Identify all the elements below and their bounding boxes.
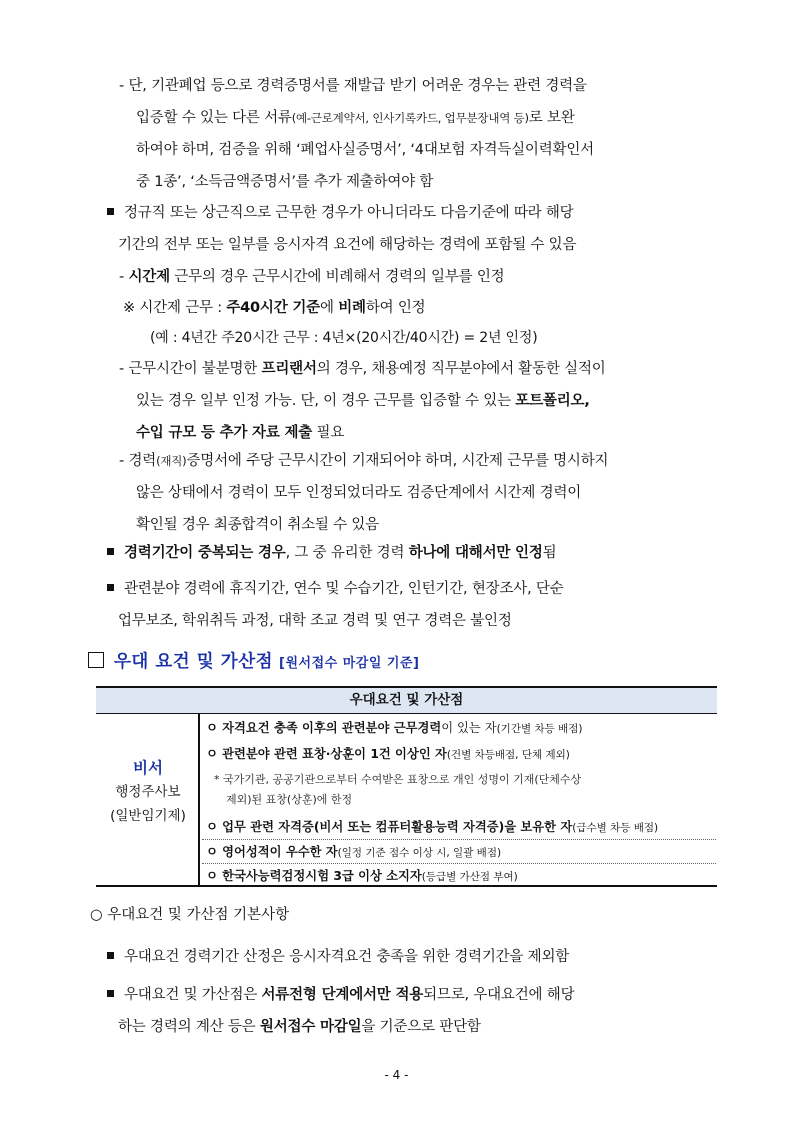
text-line: 중 1종’, ‘소득금액증명서’를 추가 제출하여야 함 <box>136 174 434 190</box>
square-bullet-icon <box>107 952 114 959</box>
text-span: ※ 시간제 근무 : <box>123 300 227 316</box>
bold-text: 시간제 <box>128 269 170 285</box>
closure-evidence-paragraph <box>119 70 594 198</box>
table-bottom-rule <box>96 885 717 887</box>
basics-bullet-1 <box>107 941 569 973</box>
bold-text: 원서접수 마감일 <box>259 1019 362 1035</box>
square-bullet-icon <box>107 584 114 591</box>
text-line <box>119 353 606 385</box>
position-title: 비서 <box>133 759 163 777</box>
bold-text: 포트폴리오, <box>515 393 590 409</box>
row-bold: ㅇ 업무 관련 자격증(비서 또는 컴퓨터활용능력 자격증)을 보유한 자 <box>206 820 573 834</box>
text-span: 필요 <box>312 425 345 441</box>
footnote-line: 제외)된 표창(상훈)에 한정 <box>226 793 353 806</box>
text-line <box>107 941 569 973</box>
text-span: 입증할 수 있는 다른 서류 <box>136 110 292 126</box>
excluded-career-bullet <box>107 573 564 637</box>
table-row <box>202 815 716 840</box>
basics-heading: ○ 우대요건 및 가산점 기본사항 <box>90 907 290 923</box>
text-line <box>123 292 425 324</box>
table-row <box>202 742 716 766</box>
bold-text: 수입 규모 등 추가 자료 제출 <box>136 425 313 441</box>
position-type: (일반임기제) <box>110 808 186 824</box>
row-bold: ㅇ 영어성적이 우수한 자 <box>206 845 338 859</box>
text-line <box>107 537 556 569</box>
text-span: 되므로, 우대요건에 해당 <box>423 987 575 1003</box>
checkbox-square-icon <box>88 652 104 668</box>
text-line <box>119 385 606 417</box>
row-note: (등급별 가산점 부여) <box>421 871 518 883</box>
row-bold: ㅇ 한국사능력검정시험 3급 이상 소지자 <box>206 869 422 883</box>
text-span: 근무의 경우 근무시간에 비례해서 경력의 일부를 인정 <box>169 269 505 285</box>
section-subtitle: [원서접수 마감일 기준] <box>279 656 420 671</box>
position-cell <box>96 714 200 887</box>
footnote-line: * 국가기관, 공공기관으로부터 수여받은 표창으로 개인 성명이 기재(단체수상 <box>214 773 582 786</box>
row-note: (급수별 차등 배점) <box>572 822 659 834</box>
text-span: - 경력 <box>119 453 157 469</box>
text-span: 을 기준으로 판단함 <box>361 1019 481 1035</box>
text-span: 하여 인정 <box>365 300 426 316</box>
text-line: 기간의 전부 또는 일부를 응시자격 요건에 해당하는 경력에 포함될 수 있음 <box>118 237 577 253</box>
text-line: 않은 상태에서 경력이 모두 인정되었더라도 검증단계에서 시간제 경력이 <box>136 485 582 501</box>
text-line: 확인될 경우 최종합격이 취소될 수 있음 <box>136 517 379 533</box>
text-span: 관련분야 경력에 휴직기간, 연수 및 수습기간, 인턴기간, 현장조사, 단순 <box>124 581 564 597</box>
text-span: 에 <box>319 300 339 316</box>
table-row <box>202 864 716 886</box>
bold-text: 경력기간이 중복되는 경우 <box>124 545 286 561</box>
part-time-paragraph <box>119 261 505 293</box>
table-header: 우대요건 및 가산점 <box>96 686 717 714</box>
table-footnote <box>202 770 716 810</box>
row-note: (기간별 차등 배점) <box>496 723 583 735</box>
text-line <box>107 573 564 605</box>
text-span: 의 경우, 채용예정 직무분야에서 활동한 실적이 <box>316 361 606 377</box>
bold-text: 서류전형 단계에서만 적용 <box>261 987 424 1003</box>
text-line: (예 : 4년간 주20시간 근무 : 4년×(20시간/40시간) = 2년 인정) <box>150 330 538 346</box>
table-row <box>202 716 716 740</box>
square-bullet-icon <box>107 548 114 555</box>
text-line: - 단, 기관폐업 등으로 경력증명서를 재발급 받기 어려운 경우는 관련 경력을 <box>119 78 587 94</box>
part-time-bullet <box>107 197 576 261</box>
text-span: - 근무시간이 불분명한 <box>119 361 262 377</box>
position-rank: 행정주사보 <box>115 784 181 800</box>
overlap-bullet <box>107 537 556 569</box>
section-title-text: 우대 요건 및 가산점 <box>114 652 274 672</box>
bold-text: 비례 <box>338 300 366 316</box>
bold-text: 프리랜서 <box>261 361 317 377</box>
text-span: 우대요건 및 가산점은 <box>124 987 262 1003</box>
row-bold: ㅇ 자격요건 충족 이후의 관련분야 근무경력 <box>206 721 442 735</box>
text-line: 하여야 하며, 검증을 위해 ‘폐업사실증명서’, ‘4대보험 자격득실이력확인서 <box>136 142 594 158</box>
table-row <box>202 840 716 864</box>
text-span: 하는 경력의 계산 등은 <box>118 1019 260 1035</box>
square-bullet-icon <box>107 990 114 997</box>
text-span: 됨 <box>542 545 557 561</box>
row-note: (일정 기준 점수 이상 시, 일괄 배점) <box>337 847 502 859</box>
text-line: 업무보조, 학위취득 과정, 대학 조교 경력 및 연구 경력은 불인정 <box>118 613 512 629</box>
basics-bullet-2 <box>107 979 574 1043</box>
small-note: (재직) <box>156 454 187 468</box>
section-title <box>88 648 420 673</box>
text-span: 있는 경우 일부 인정 가능. 단, 이 경우 근무를 입증할 수 있는 <box>136 393 516 409</box>
text-span: , 그 중 유리한 경력 <box>285 545 409 561</box>
bold-text: 주40시간 기준 <box>226 300 320 316</box>
text-line <box>107 197 576 229</box>
text-line <box>119 261 505 293</box>
example-line <box>150 322 537 354</box>
row-note: (건별 차등배점, 단체 제외) <box>446 749 570 761</box>
square-bullet-icon <box>107 208 114 215</box>
text-span: 증명서에 주당 근무시간이 기재되어야 하며, 시간제 근무를 명시하지 <box>186 453 609 469</box>
text-span: 우대요건 경력기간 산정은 응시자격요건 충족을 위한 경력기간을 제외함 <box>124 949 570 965</box>
freelancer-paragraph <box>119 353 606 449</box>
part-time-note <box>123 292 425 324</box>
text-span: 로 보완 <box>528 110 575 126</box>
preference-table <box>96 686 717 887</box>
certificate-hours-paragraph <box>119 445 608 541</box>
page-number: - 4 - <box>384 1068 409 1082</box>
text-line <box>119 102 594 134</box>
bold-text: 하나에 대해서만 인정 <box>408 545 543 561</box>
text-span: 정규직 또는 상근직으로 근무한 경우가 아니더라도 다음기준에 따라 해당 <box>124 205 574 221</box>
small-note: (예-근로계약서, 인사기록카드, 업무분장내역 등) <box>291 111 529 125</box>
text-span: - <box>119 269 129 285</box>
text-line <box>119 445 608 477</box>
row-bold: ㅇ 관련분야 관련 표창·상훈이 1건 이상인 자 <box>206 747 447 761</box>
text-line <box>107 1011 574 1043</box>
text-line <box>107 979 574 1011</box>
row-text: 이 있는 자 <box>441 721 497 735</box>
